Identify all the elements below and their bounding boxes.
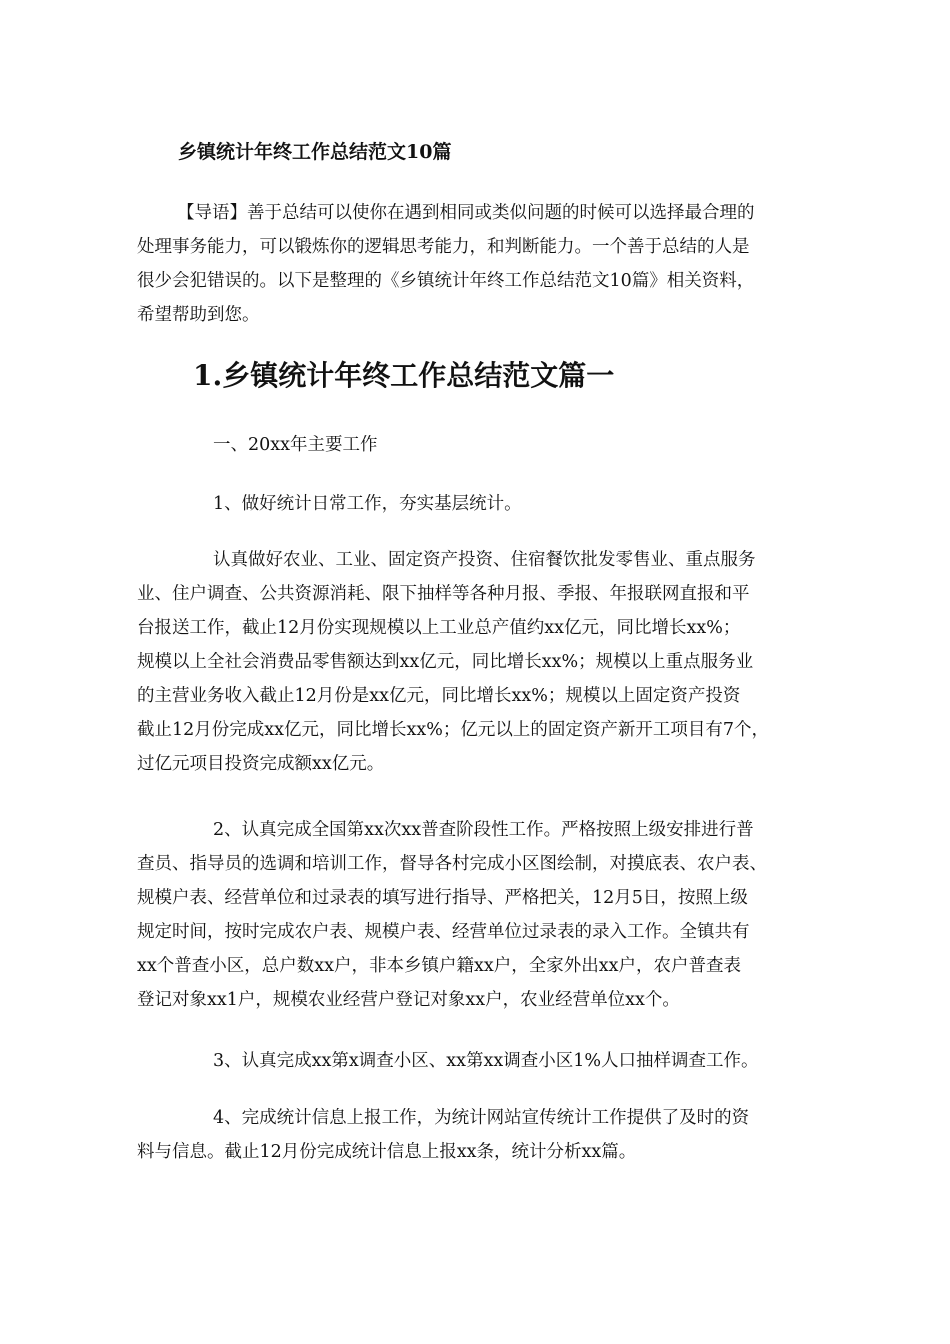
item-1-heading: 1、做好统计日常工作，夯实基层统计。 [213, 494, 522, 514]
paragraph-line: 业、住户调查、公共资源消耗、限下抽样等各种月报、季报、年报联网直报和平 [137, 584, 750, 604]
paragraph-1 [137, 543, 827, 781]
paragraph-line: 的主营业务收入截止12月份是xx亿元，同比增长xx%；规模以上固定资产投资 [137, 686, 741, 706]
paragraph-4 [137, 1101, 827, 1169]
intro-line: 【导语】善于总结可以使你在遇到相同或类似问题的时候可以选择最合理的 [177, 203, 755, 223]
paragraph-2 [137, 813, 827, 1017]
paragraph-line: 4、完成统计信息上报工作，为统计网站宣传统计工作提供了及时的资 [213, 1108, 750, 1128]
paragraph-line: 规模以上全社会消费品零售额达到xx亿元，同比增长xx%；规模以上重点服务业 [137, 652, 754, 672]
item-3: 3、认真完成xx第x调查小区、xx第xx调查小区1%人口抽样调查工作。 [213, 1051, 759, 1071]
intro-line: 希望帮助到您。 [137, 305, 260, 325]
paragraph-line: 查员、指导员的选调和培训工作，督导各村完成小区图绘制，对摸底表、农户表、 [137, 854, 767, 874]
paragraph-line: 规定时间，按时完成农户表、规模户表、经营单位过录表的录入工作。全镇共有 [137, 922, 750, 942]
paragraph-line: 认真做好农业、工业、固定资产投资、住宿餐饮批发零售业、重点服务 [213, 550, 756, 570]
paragraph-line: 登记对象xx1户，规模农业经营户登记对象xx户，农业经营单位xx个。 [137, 990, 680, 1010]
paragraph-line: xx个普查小区，总户数xx户，非本乡镇户籍xx户，全家外出xx户，农户普查表 [137, 956, 741, 976]
paragraph-line: 过亿元项目投资完成额xx亿元。 [137, 754, 385, 774]
paragraph-line: 规模户表、经营单位和过录表的填写进行指导、严格把关，12月5日，按照上级 [137, 888, 748, 908]
intro-paragraph [137, 196, 827, 332]
paragraph-line: 截止12月份完成xx亿元，同比增长xx%；亿元以上的固定资产新开工项目有7个， [137, 720, 770, 740]
intro-line: 很少会犯错误的。以下是整理的《乡镇统计年终工作总结范文10篇》相关资料， [137, 271, 755, 291]
document-title: 乡镇统计年终工作总结范文10篇 [178, 141, 452, 163]
paragraph-line: 台报送工作，截止12月份实现规模以上工业总产值约xx亿元，同比增长xx%； [137, 618, 741, 638]
section-heading: 1.乡镇统计年终工作总结范文篇一 [193, 359, 615, 392]
intro-line: 处理事务能力，可以锻炼你的逻辑思考能力，和判断能力。一个善于总结的人是 [137, 237, 750, 257]
paragraph-line: 2、认真完成全国第xx次xx普查阶段性工作。严格按照上级安排进行普 [213, 820, 754, 840]
subheading-main-work: 一、20xx年主要工作 [213, 435, 378, 455]
paragraph-line: 料与信息。截止12月份完成统计信息上报xx条，统计分析xx篇。 [137, 1142, 637, 1162]
